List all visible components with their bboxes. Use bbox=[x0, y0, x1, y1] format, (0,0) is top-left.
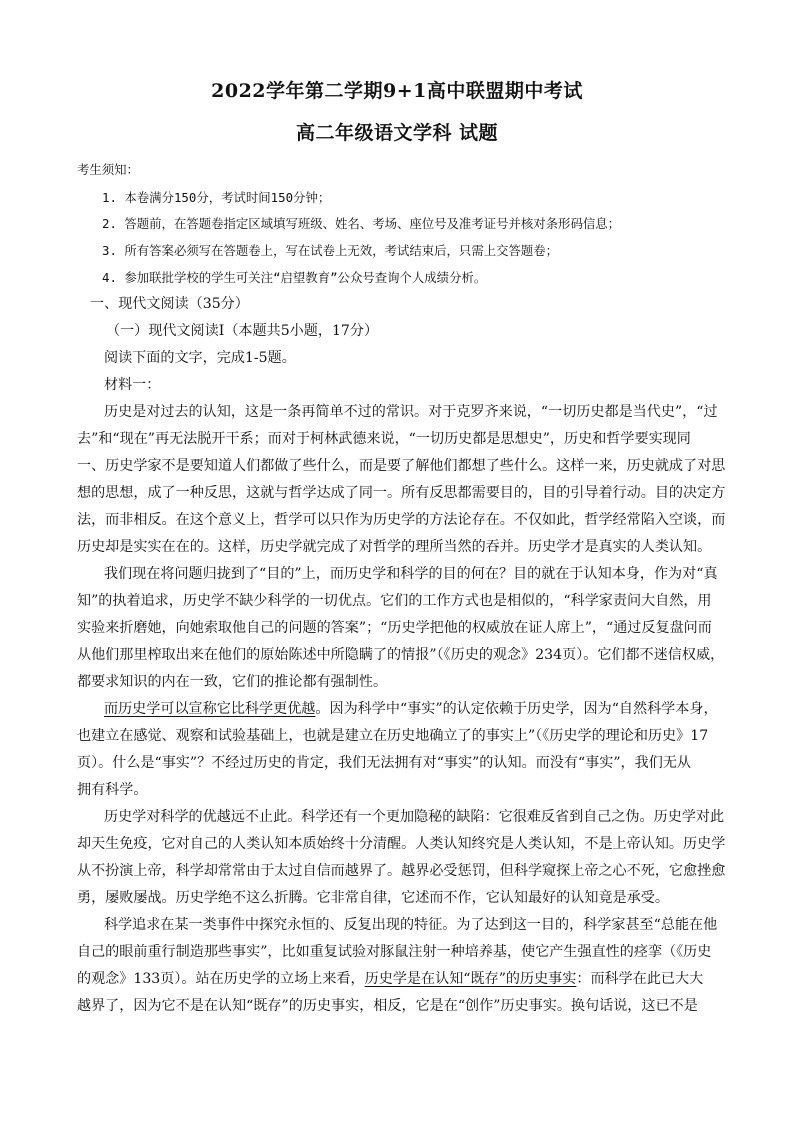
paragraph-line: 历史学对科学的优越远不止此。科学还有一个更加隐秘的缺陷：它很难反省到自己之伪。历史学对此 bbox=[104, 809, 725, 825]
paragraph-line: 我们现在将问题归拢到了“目的”上，而历史学和科学的目的何在？目的就在于认知本身，作为对“真 bbox=[104, 566, 718, 582]
material-label: 材料一： bbox=[104, 377, 161, 393]
paragraph-line: 却天生免疫，它对自己的人类认知本质始终十分清醒。人类认知终究是人类认知，不是上帝认知。历史学 bbox=[77, 836, 726, 852]
paragraph-line: 都要求知识的内在一致，它们的推论都有强制性。 bbox=[77, 674, 388, 690]
paragraph-line bbox=[104, 699, 718, 719]
paragraph-line: 科学追求在某一类事件中探究永恒的、反复出现的特征。为了达到这一目的，科学家甚至“总能在他 bbox=[104, 917, 718, 933]
paragraph-line: 知”的执着追求，历史学不缺少科学的一切优点。它们的工作方式也是相似的，“科学家责问大自然，用 bbox=[77, 593, 712, 609]
paragraph-line: 去”和“现在”再无法脱开干系；而对于柯林武德来说，“一切历史都是思想史”，历史和哲学要实现同 bbox=[77, 431, 691, 447]
section-subtitle: （一）现代文阅读Ⅰ（本题共5小题，17分） bbox=[106, 323, 379, 339]
paragraph-line: 自己的眼前重行制造那些事实”，比如重复试验对豚鼠注射一种培养基，使它产生强直性的痉挛（《历史 bbox=[77, 944, 712, 960]
notice-item: 4. 参加联批学校的学生可关注“启望教育”公众号查询个人成绩分析。 bbox=[102, 270, 487, 285]
paragraph-line: 一、历史学家不是要知道人们都做了些什么，而是要了解他们都想了些什么。这样一来，历史就成了对思 bbox=[77, 458, 726, 474]
paragraph-line: 越界了，因为它不是在认知“既存”的历史事实，相反，它是在“创作”历史事实。换句话说，这已不是 bbox=[77, 998, 698, 1014]
notice-heading: 考生须知： bbox=[77, 162, 139, 177]
paragraph-line: 历史是对过去的认知，这是一条再简单不过的常识。对于克罗齐来说，“一切历史都是当代史”，“过 bbox=[104, 404, 718, 420]
paragraph-line: 从他们那里榨取出来在他们的原始陈述中所隐瞒了的情报”（《历史的观念》234页）。它们都不迷信权威， bbox=[77, 647, 725, 663]
section-title: 一、现代文阅读（35分） bbox=[90, 296, 249, 312]
paragraph-line-rest: ：而科学在此已大大 bbox=[576, 971, 704, 987]
paragraph-line: 从不扮演上帝，科学却常常由于太过自信而越界了。越界必受惩罚，但科学窥探上帝之心不死，它愈挫愈 bbox=[77, 863, 726, 879]
paragraph-line bbox=[77, 969, 703, 989]
paragraph-line: 勇，屡败屡战。历史学绝不这么折腾。它非常自律，它述而不作，它认知最好的认知竟是承受。 bbox=[77, 890, 669, 906]
paragraph-line: 拥有科学。 bbox=[77, 782, 148, 798]
notice-item: 2. 答题前，在答题卷指定区域填写班级、姓名、考场、座位号及准考证号并核对条形码信息； bbox=[102, 216, 621, 231]
paragraph-line: 也建立在感觉、观察和试验基础上，也就是建立在历史地确立了的事实上”（《历史学的理论和历史》17 bbox=[77, 728, 709, 744]
paragraph-line: 页）。什么是“事实”？不经过历史的肯定，我们无法拥有对“事实”的认知。而没有“事实”，我们无从 bbox=[77, 755, 692, 771]
underlined-sentence: 历史学是在认知“既存”的历史事实 bbox=[364, 971, 577, 987]
paragraph-line: 想的思想，成了一种反思，这就与哲学达成了同一。所有反思都需要目的，目的引导着行动。目的决定方 bbox=[77, 485, 726, 501]
notice-item: 1. 本卷满分150分，考试时间150分钟； bbox=[102, 190, 331, 205]
exam-subtitle: 高二年级语文学科 试题 bbox=[295, 122, 499, 144]
paragraph-line: 历史却是实实在在的。这样，历史学就完成了对哲学的理所当然的吞并。历史学才是真实的人类认知。 bbox=[77, 539, 712, 555]
exam-title: 2022学年第二学期9+1高中联盟期中考试 bbox=[211, 80, 583, 102]
notice-item: 3. 所有答案必须写在答题卷上，写在试卷上无效，考试结束后，只需上交答题卷； bbox=[102, 243, 559, 258]
paragraph-line-rest: 。因为科学中“事实”的认定依赖于历史学，因为“自然科学本身， bbox=[315, 701, 718, 717]
underlined-sentence: 而历史学可以宣称它比科学更优越 bbox=[104, 701, 316, 717]
paragraph-line: 法，而非相反。在这个意义上，哲学可以只作为历史学的方法论存在。不仅如此，哲学经常陷入空谈，而 bbox=[77, 512, 726, 528]
reading-instruction: 阅读下面的文字，完成1-5题。 bbox=[104, 350, 296, 366]
paragraph-line: 实验来折磨她，向她索取他自己的问题的答案”；“历史学把他的权威放在证人席上”，“通过反复盘问而 bbox=[77, 620, 712, 636]
paragraph-line-start: 的观念》133页）。站在历史学的立场上来看， bbox=[77, 971, 365, 987]
